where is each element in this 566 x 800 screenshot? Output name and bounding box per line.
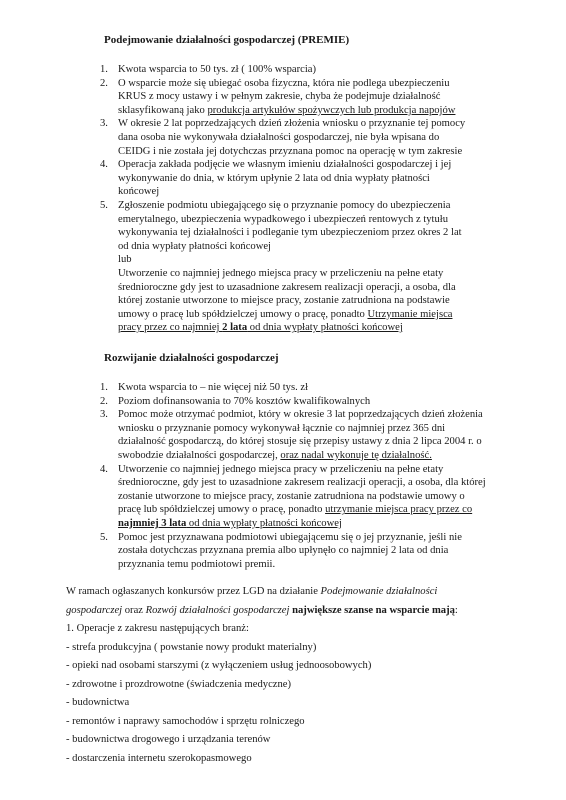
closing-paragraph	[66, 583, 506, 768]
underlined-text: od dnia wypłaty płatności końcowej	[186, 517, 342, 529]
list-develop-business	[100, 381, 502, 571]
text-line: lub	[118, 254, 132, 266]
text-line: Poziom dofinansowania to 70% kosztów kwalifikowalnych	[118, 395, 371, 407]
text-line: Pomoc może otrzymać podmiot, który w okresie 3 lat poprzedzających dzień złożenia	[118, 409, 483, 421]
bold-text: największe szanse na wsparcie mają	[289, 604, 455, 616]
text-line: została dotychczas przyznana premia albo upłynęło co najmniej 2 lata od dnia	[118, 545, 449, 557]
list-number: 1.	[100, 64, 108, 75]
text-line	[118, 321, 502, 335]
section-heading-develop-business: Rozwijanie działalności gospodarczej	[104, 352, 279, 364]
text-run: :	[454, 604, 458, 616]
text-run: umowy o pracę lub spółdzielczej umowy o pracę, ponadto	[118, 308, 368, 320]
text-line: - opieki nad osobami starszymi (z wyłączeniem usług jednoosobowych)	[66, 660, 372, 671]
text-line: Kwota wsparcia to 50 tys. zł ( 100% wsparcia)	[118, 64, 316, 75]
text-line: Pomoc jest przyznawana podmiotowi ubiegającemu się o jej przyznanie, jeśli nie	[118, 531, 462, 543]
underlined-text: Utrzymanie miejsca	[367, 308, 453, 320]
text-line: KRUS z mocy ustawy i w pełnym zakresie, chyba że podejmuje działalność	[118, 91, 441, 103]
list-number: 3.	[100, 118, 108, 130]
text-line: średnioroczne, gdy jest to uzasadnione zakresem realizacji operacji, a osoba, dla której	[118, 477, 486, 489]
text-line: - budownictwa	[66, 697, 130, 708]
list-item	[100, 381, 502, 395]
text-run: sklasyfikowaną jako	[118, 104, 208, 116]
bold-underlined-text: 2 lata	[222, 322, 248, 334]
text-line	[66, 602, 506, 621]
list-number: 3.	[100, 409, 108, 421]
text-run: W ramach ogłaszanych konkursów przez LGD na działanie	[66, 586, 321, 597]
italic-text: gospodarczej	[66, 604, 123, 616]
list-number: 5.	[100, 531, 108, 543]
underlined-text: utrzymanie miejsca pracy przez co	[325, 504, 473, 516]
list-number: 2.	[100, 395, 108, 407]
text-line: - remontów i naprawy samochodów i sprzętu rolniczego	[66, 715, 305, 727]
text-line: działalność gospodarczą, do której stosuje się przepisy ustawy z dnia 2 lipca 2004 r. o	[118, 436, 482, 448]
text-line: - dostarczenia internetu szerokopasmowego	[66, 752, 252, 764]
list-item	[100, 395, 502, 409]
text-line: końcowej	[118, 186, 160, 198]
list-start-business	[100, 63, 502, 335]
text-line: średnioroczne gdy jest to uzasadnione zakresem realizacji operacji, a osoba, dla	[118, 281, 456, 293]
text-line: 1. Operacje z zakresu następujących branż:	[66, 623, 249, 634]
text-line	[118, 104, 502, 118]
italic-text: Rozwój działalności gospodarczej	[145, 604, 290, 616]
text-line: Utworzenie co najmniej jednego miejsca pracy w przeliczeniu na pełne etaty	[118, 463, 444, 475]
underlined-text: pracy przez co najmniej	[118, 322, 223, 334]
text-line: - zdrowotne i prozdrowotne (świadczenia medyczne)	[66, 678, 292, 690]
text-line: wykonywanie do dnia, w którym upłynie 2 lata od dnia wypłaty płatności	[118, 172, 430, 184]
text-line	[66, 583, 506, 602]
text-line: wykonywania tej działalności i podleganie tym ubezpieczeniom przez okres 2 lat	[118, 227, 462, 239]
text-line: zostanie utworzone to miejsce pracy, zostanie zatrudniona na podstawie umowy o	[118, 490, 465, 502]
text-run: oraz	[122, 604, 146, 616]
text-run: pracę lub spółdzielczej umowy o pracę, ponadto	[118, 504, 326, 516]
text-line: W okresie 2 lat poprzedzających dzień złożenia wniosku o przyznanie tej pomocy	[118, 118, 466, 130]
text-line: Kwota wsparcia to – nie więcej niż 50 tys. zł	[118, 382, 309, 393]
list-item	[100, 158, 502, 199]
underlined-text: oraz nadal wykonuje tę działalność.	[280, 449, 432, 461]
text-line: której zostanie utworzone to miejsce pracy, zostanie zatrudniona na podstawie	[118, 295, 450, 307]
text-line: CEIDG i nie została jej dotychczas przyznana pomoc na operację w tym zakresie	[118, 145, 463, 157]
italic-text: Podejmowanie działalności	[320, 586, 438, 597]
underlined-text: produkcja artykułów spożywczych lub produkcja napojów	[207, 104, 456, 116]
text-line	[118, 503, 502, 517]
text-line: Zgłoszenie podmiotu ubiegającego się o przyznanie pomocy do ubezpieczenia	[118, 199, 451, 211]
list-number: 5.	[100, 199, 108, 211]
text-line: - strefa produkcyjna ( powstanie nowy produkt materialny)	[66, 641, 317, 653]
list-item	[100, 63, 502, 77]
list-number: 4.	[100, 463, 108, 475]
text-line: Operacja zakłada podjęcie we własnym imieniu działalności gospodarczej i jej	[118, 159, 452, 171]
list-number: 2.	[100, 77, 108, 89]
list-item	[100, 199, 502, 335]
text-line: Utworzenie co najmniej jednego miejsca pracy w przeliczeniu na pełne etaty	[118, 267, 444, 279]
list-item	[100, 531, 502, 572]
list-item	[100, 77, 502, 118]
underlined-text: od dnia wypłaty płatności końcowej	[247, 322, 403, 334]
text-line: dana osoba nie wykonywała działalności gospodarczej, nie była wpisana do	[118, 131, 440, 143]
list-number: 4.	[100, 159, 108, 171]
list-item	[100, 463, 502, 531]
list-item	[100, 117, 502, 158]
text-line	[118, 449, 502, 463]
text-line: przyznania temu podmiotowi premii.	[118, 558, 276, 570]
text-line	[118, 308, 502, 322]
text-line: emerytalnego, ubezpieczenia wypadkowego i ubezpieczeń rentowych z tytułu	[118, 213, 449, 225]
text-line: od dnia wypłaty płatności końcowej	[118, 240, 271, 252]
text-line	[118, 517, 502, 531]
text-run: swobodzie działalności gospodarczej,	[118, 449, 281, 461]
text-line: O wsparcie może się ubiegać osoba fizyczna, która nie podlega ubezpieczeniu	[118, 77, 450, 89]
list-item	[100, 408, 502, 462]
section-heading-start-business: Podejmowanie działalności gospodarczej (PREMIE)	[104, 34, 350, 46]
bold-underlined-text: najmniej 3 lata	[118, 517, 187, 529]
list-number: 1.	[100, 382, 108, 393]
text-line: - budownictwa drogowego i urządzania terenów	[66, 734, 271, 745]
text-line: wniosku o przyznanie pomocy wykonywał łącznie co najmniej przez 365 dni	[118, 422, 446, 434]
